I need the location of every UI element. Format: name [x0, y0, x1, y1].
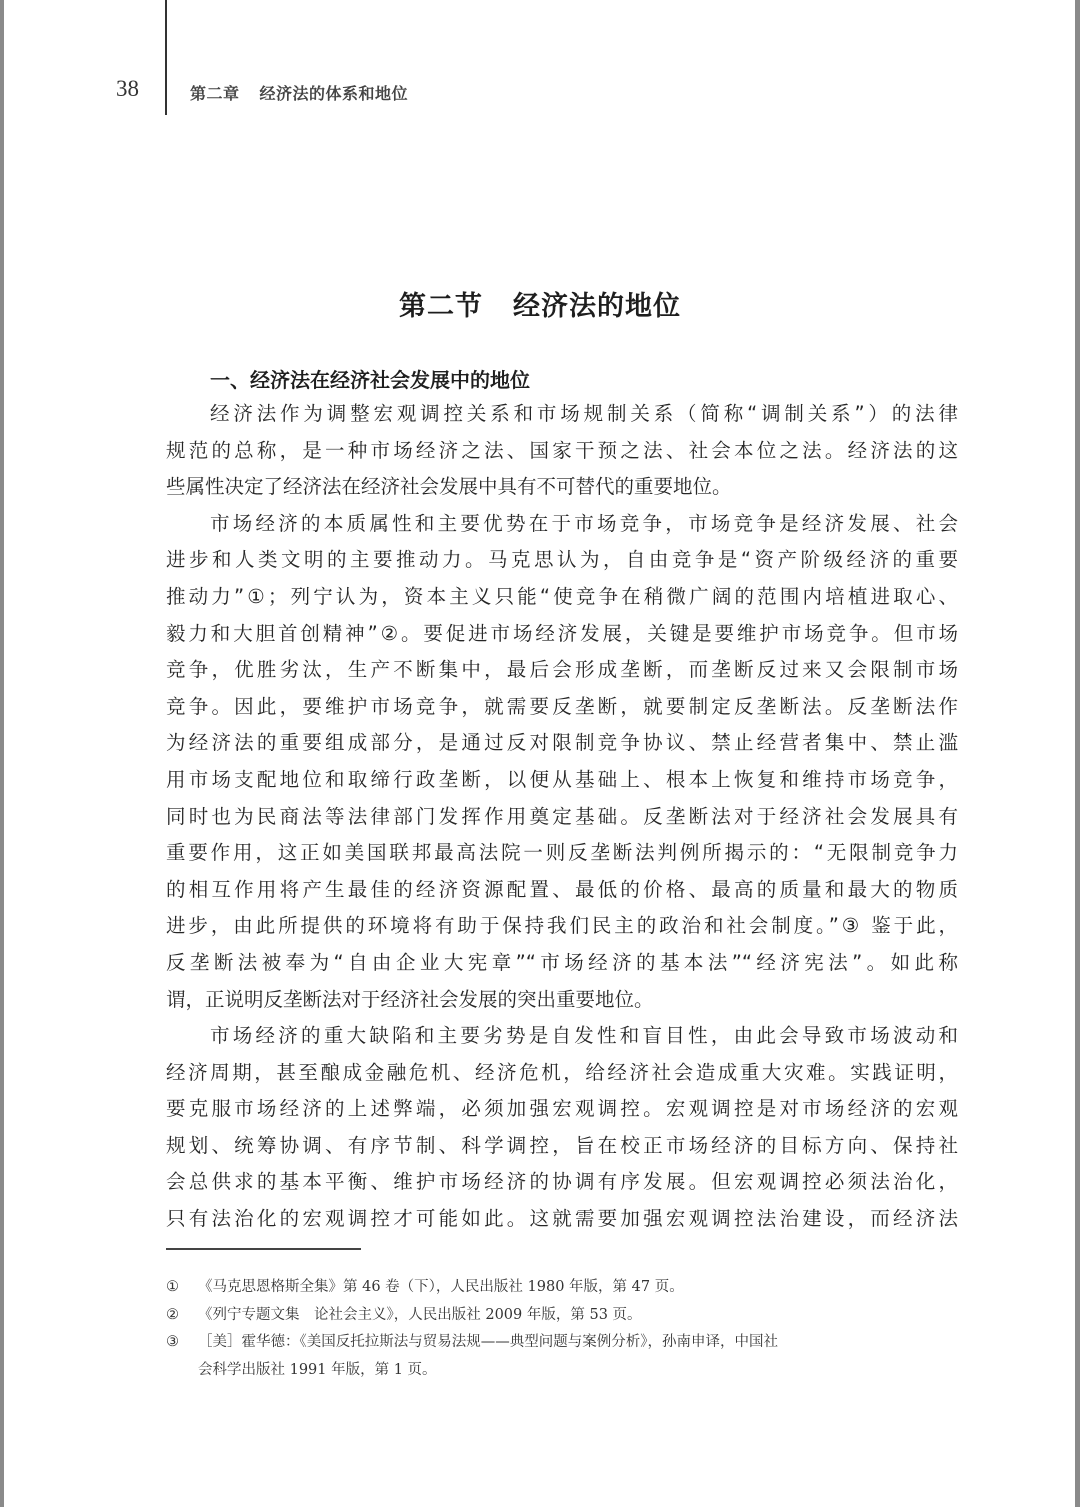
footnotes — [166, 1274, 958, 1384]
page-number: 38 — [116, 76, 139, 101]
footnote-3-continued: 会科学出版社 1991 年版，第 1 页。 — [198, 1361, 437, 1378]
paragraph-line: 规范的总称，是一种市场经济之法、国家干预之法、社会本位之法。经济法的这 — [166, 438, 958, 462]
subheading: 一、经济法在经济社会发展中的地位 — [210, 368, 530, 392]
running-head — [190, 81, 408, 104]
section-title — [0, 284, 1080, 323]
footnote-text: 《列宁专题文集 论社会主义》，人民出版社 2009 年版，第 53 页。 — [198, 1306, 642, 1323]
paragraph-line: 竞争。因此，要维护市场竞争，就需要反垄断，就要制定反垄断法。反垄断法作 — [166, 694, 958, 718]
paragraph-line: 市场经济的重大缺陷和主要劣势是自发性和盲目性，由此会导致市场波动和 — [210, 1024, 958, 1048]
footnote-2 — [166, 1302, 958, 1330]
footnote-text: ［美］霍华德：《美国反托拉斯法与贸易法规——典型问题与案例分析》，孙南申译，中国社 — [198, 1334, 778, 1350]
footnote-text: 《马克思恩格斯全集》第 46 卷（下），人民出版社 1980 年版，第 47 页。 — [198, 1279, 684, 1295]
paragraph-line: 经济法作为调整宏观调控关系和市场规制关系（简称“调制关系”）的法律 — [210, 402, 958, 425]
footnote-mark: ② — [166, 1306, 179, 1323]
footnote-3 — [166, 1329, 958, 1357]
paragraph-line: 毅力和大胆首创精神”②。要促进市场经济发展，关键是要维护市场竞争。但市场 — [166, 621, 958, 645]
paragraph-line: 些属性决定了经济法在经济社会发展中具有不可替代的重要地位。 — [166, 475, 732, 499]
paragraph-line: 要克服市场经济的上述弊端，必须加强宏观调控。宏观调控是对市场经济的宏观 — [166, 1097, 958, 1121]
paragraph-line: 为经济法的重要组成部分，是通过反对限制竞争协议、禁止经营者集中、禁止滥 — [166, 731, 958, 755]
paragraph-line: 的相互作用将产生最佳的经济资源配置、最低的价格、最高的质量和最大的物质 — [166, 877, 958, 901]
body-text — [166, 396, 958, 1238]
section-title-text: 经济法的地位 — [513, 291, 681, 322]
paragraph-line: 同时也为民商法等法律部门发挥作用奠定基础。反垄断法对于经济社会发展具有 — [166, 804, 958, 828]
chapter-label: 第二章 — [190, 84, 240, 103]
paragraph-line: 规划、统筹协调、有序节制、科学调控，旨在校正市场经济的目标方向、保持社 — [166, 1133, 958, 1157]
page-edge-left — [0, 0, 4, 1507]
paragraph-line: 只有法治化的宏观调控才可能如此。这就需要加强宏观调控法治建设，而经济法 — [166, 1207, 958, 1231]
footnote-divider — [166, 1248, 361, 1250]
paragraph-line: 市场经济的本质属性和主要优势在于市场竞争，市场竞争是经济发展、社会 — [210, 511, 958, 535]
footnote-mark: ① — [166, 1279, 179, 1295]
paragraph-line: 谓，正说明反垄断法对于经济社会发展的突出重要地位。 — [166, 987, 654, 1011]
paragraph-line: 重要作用，这正如美国联邦最高法院一则反垄断法判例所揭示的：“无限制竞争力 — [166, 841, 958, 865]
paragraph-line: 进步，由此所提供的环境将有助于保持我们民主的政治和社会制度。”③ 鉴于此， — [166, 914, 958, 938]
paragraph-line: 进步和人类文明的主要推动力。马克思认为，自由竞争是“资产阶级经济的重要 — [166, 548, 958, 572]
section-number: 第二节 — [399, 291, 483, 322]
footnote-1 — [166, 1274, 958, 1302]
paragraph-line: 会总供求的基本平衡、维护市场经济的协调有序发展。但宏观调控必须法治化， — [166, 1170, 958, 1194]
paragraph-line: 竞争，优胜劣汰，生产不断集中，最后会形成垄断，而垄断反过来又会限制市场 — [166, 658, 958, 682]
page-edge-right — [1075, 0, 1080, 1507]
paragraph-line: 用市场支配地位和取缔行政垄断，以便从基础上、根本上恢复和维持市场竞争， — [166, 767, 958, 791]
paragraph-line: 推动力”①；列宁认为，资本主义只能“使竞争在稍微广阔的范围内培植进取心、 — [166, 584, 958, 608]
footnote-mark: ③ — [166, 1334, 179, 1350]
paragraph-line: 经济周期，甚至酿成金融危机、经济危机，给经济社会造成重大灾难。实践证明， — [166, 1060, 958, 1084]
header-divider — [165, 0, 167, 115]
paragraph-line: 反垄断法被奉为“自由企业大宪章”“市场经济的基本法”“经济宪法”。如此称 — [166, 950, 958, 974]
chapter-title: 经济法的体系和地位 — [259, 84, 409, 103]
